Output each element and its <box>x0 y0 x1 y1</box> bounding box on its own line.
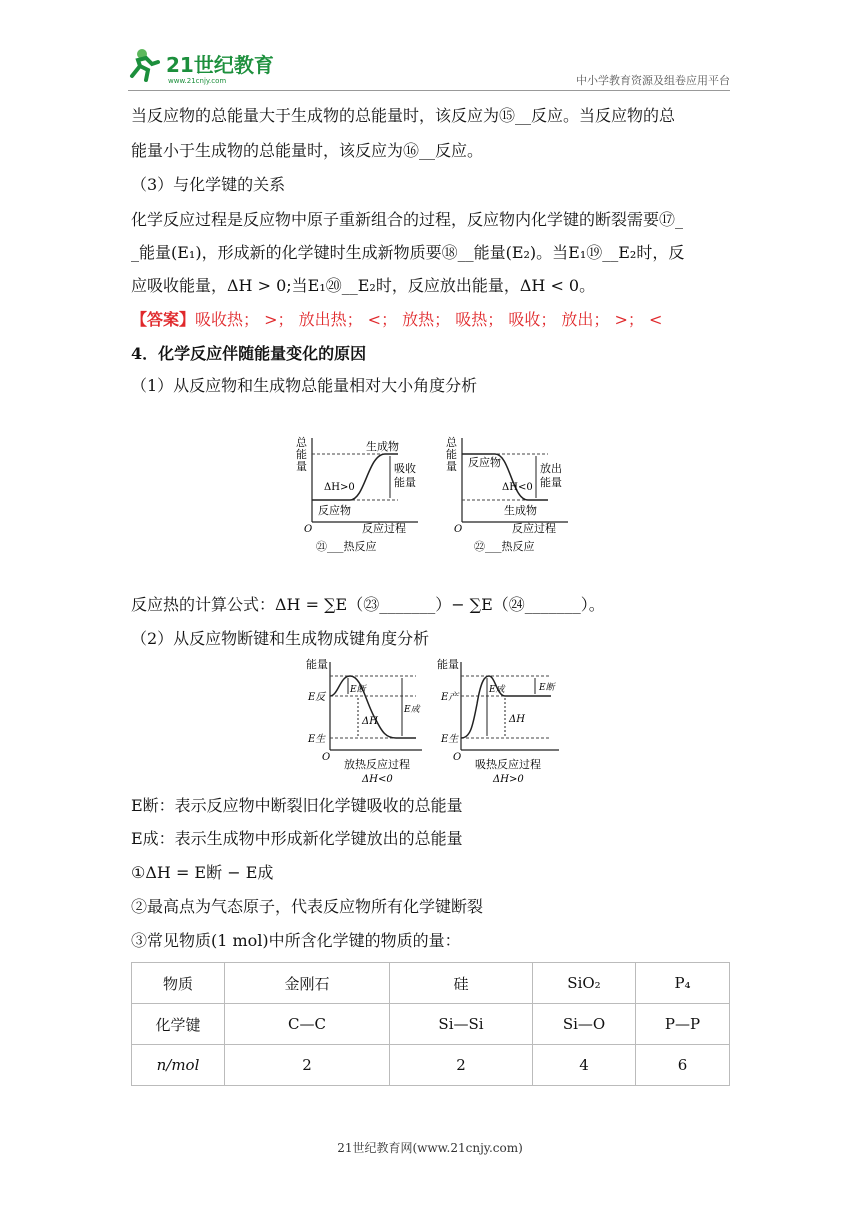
svg-text:E成: E成 <box>489 685 505 695</box>
svg-text:反应物: 反应物 <box>318 504 351 517</box>
table-cell: P—P <box>636 1004 730 1045</box>
text-line: _能量(E₁)，形成新的化学键时生成新物质要⑱__能量(E₂)。当E₁⑲__E₂时，反 <box>131 243 685 262</box>
header-platform-text: 中小学教育资源及组卷应用平台 <box>576 74 730 87</box>
answer-line <box>131 310 662 330</box>
table-cell: 4 <box>533 1045 636 1086</box>
svg-text:能: 能 <box>446 448 457 461</box>
table-cell: Si—O <box>533 1004 636 1045</box>
svg-text:能量: 能量 <box>306 658 328 671</box>
table-cell: 化学键 <box>132 1004 225 1045</box>
svg-text:吸热反应过程: 吸热反应过程 <box>475 758 541 771</box>
subsection-heading: （3）与化学键的关系 <box>131 175 286 194</box>
exothermic-bond-chart <box>306 657 422 785</box>
svg-text:量: 量 <box>296 460 307 473</box>
svg-text:生成物: 生成物 <box>366 440 399 453</box>
answer-tag: 【答案】 <box>131 310 196 329</box>
table-cell: 2 <box>225 1045 390 1086</box>
header-divider <box>128 90 730 91</box>
list-item: ③常见物质(1 mol)中所含化学键的物质的量： <box>131 931 461 950</box>
svg-text:ΔH>0: ΔH>0 <box>324 482 355 493</box>
logo-main-text: 21世纪教育 <box>166 53 274 77</box>
svg-text:反应过程: 反应过程 <box>362 522 406 535</box>
text-line: 能量小于生成物的总能量时，该反应为⑯__反应。 <box>131 141 484 160</box>
svg-text:ΔH<0: ΔH<0 <box>502 482 533 493</box>
table-cell: 6 <box>636 1045 730 1086</box>
table-cell: C—C <box>225 1004 390 1045</box>
table-cell: Si—Si <box>390 1004 533 1045</box>
svg-text:O: O <box>453 752 462 763</box>
section-heading: 4．化学反应伴随能量变化的原因 <box>131 344 367 363</box>
svg-text:E断: E断 <box>350 685 366 695</box>
svg-text:O: O <box>304 524 313 535</box>
table-cell: SiO₂ <box>533 963 636 1004</box>
table-cell: n/mol <box>132 1045 225 1086</box>
answer-text: 吸收热； >； 放出热； <； 放热； 吸热； 吸收； 放出； >； < <box>195 310 663 329</box>
table-cell: 2 <box>390 1045 533 1086</box>
svg-text:放热反应过程: 放热反应过程 <box>344 758 410 771</box>
svg-text:总: 总 <box>296 436 307 449</box>
reaction-heat-formula: 反应热的计算公式：ΔH = ∑E（㉓_______）− ∑E（㉔_______）。 <box>131 595 605 614</box>
svg-text:ΔH<0: ΔH<0 <box>362 774 393 785</box>
bond-energy-diagram <box>300 654 570 788</box>
svg-text:能量: 能量 <box>540 476 562 489</box>
e-break-definition: E断：表示反应物中断裂旧化学键吸收的总能量 <box>131 796 463 815</box>
table-row <box>132 1004 730 1045</box>
svg-text:O: O <box>322 752 331 763</box>
bond-table <box>131 962 730 1086</box>
logo-sub-text: www.21cnjy.com <box>168 77 227 85</box>
list-item: ②最高点为气态原子，代表反应物所有化学键断裂 <box>131 897 484 916</box>
svg-text:吸收: 吸收 <box>394 462 416 475</box>
subsection-heading: （1）从反应物和生成物总能量相对大小角度分析 <box>131 376 478 395</box>
svg-text:量: 量 <box>446 460 457 473</box>
endothermic-bond-chart <box>437 657 559 785</box>
svg-text:㉑___热反应: ㉑___热反应 <box>316 540 377 553</box>
runner-logo-icon <box>128 46 278 86</box>
site-logo <box>128 46 278 90</box>
page-footer: 21世纪教育网(www.21cnjy.com) <box>337 1141 523 1155</box>
svg-text:ΔH>0: ΔH>0 <box>493 774 524 785</box>
svg-text:反应过程: 反应过程 <box>512 522 556 535</box>
svg-text:ΔH: ΔH <box>362 716 378 727</box>
table-cell: 金刚石 <box>225 963 390 1004</box>
table-row <box>132 963 730 1004</box>
svg-text:生成物: 生成物 <box>504 504 537 517</box>
svg-text:E生: E生 <box>441 734 459 745</box>
svg-text:O: O <box>454 524 463 535</box>
svg-text:㉒___热反应: ㉒___热反应 <box>474 540 535 553</box>
text-line: 应吸收能量，ΔH > 0;当E₁⑳__E₂时，反应放出能量，ΔH < 0。 <box>131 276 596 295</box>
e-form-definition: E成：表示生成物中形成新化学键放出的总能量 <box>131 829 463 848</box>
svg-text:总: 总 <box>446 436 457 449</box>
svg-text:放出: 放出 <box>540 462 562 475</box>
svg-text:E成: E成 <box>404 705 420 715</box>
total-energy-diagram <box>290 432 580 560</box>
svg-text:能量: 能量 <box>394 476 416 489</box>
table-cell: 硅 <box>390 963 533 1004</box>
svg-text:反应物: 反应物 <box>468 456 501 469</box>
svg-text:E生: E生 <box>308 734 326 745</box>
svg-text:E反: E反 <box>308 692 326 703</box>
endothermic-chart <box>296 436 418 553</box>
table-cell: P₄ <box>636 963 730 1004</box>
table-cell: 物质 <box>132 963 225 1004</box>
svg-text:能量: 能量 <box>437 658 459 671</box>
exothermic-chart <box>446 436 568 553</box>
list-item: ①ΔH = E断 − E成 <box>131 863 274 882</box>
svg-text:E产: E产 <box>441 692 459 703</box>
svg-text:ΔH: ΔH <box>509 714 525 725</box>
text-line: 化学反应过程是反应物中原子重新组合的过程，反应物内化学键的断裂需要⑰_ <box>131 210 684 229</box>
table-row <box>132 1045 730 1086</box>
svg-text:能: 能 <box>296 448 307 461</box>
svg-text:E断: E断 <box>539 683 555 693</box>
subsection-heading: （2）从反应物断键和生成物成键角度分析 <box>131 629 430 648</box>
text-line: 当反应物的总能量大于生成物的总能量时，该反应为⑮__反应。当反应物的总 <box>131 106 676 125</box>
